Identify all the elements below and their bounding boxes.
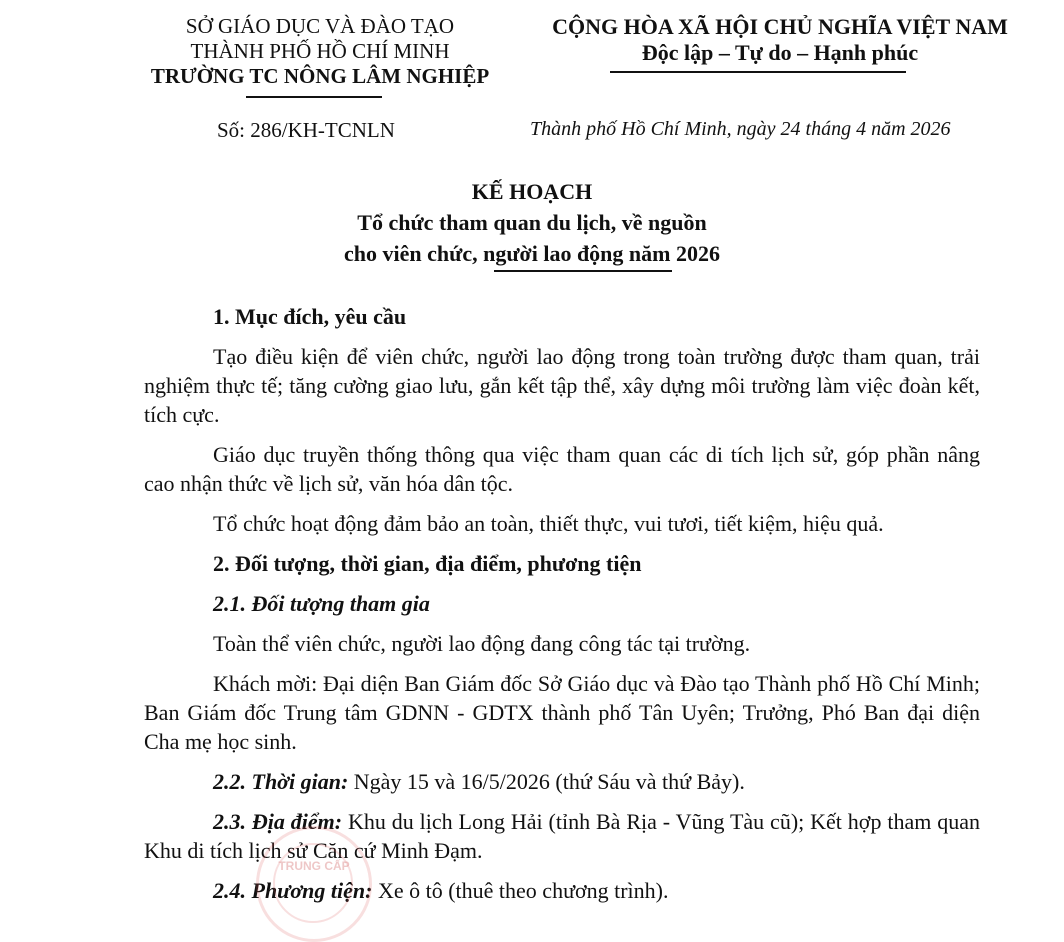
document-title-block [0, 176, 1064, 269]
seal-text: TRUNG CẤP [278, 859, 350, 873]
title-underline [494, 270, 672, 272]
document-type: KẾ HOẠCH [471, 179, 593, 204]
place-and-date: Thành phố Hồ Chí Minh, ngày 24 tháng 4 năm 2026 [530, 118, 951, 140]
agency-line-2: THÀNH PHỐ HỒ CHÍ MINH [190, 39, 450, 63]
title-line-2: cho viên chức, người lao động năm 2026 [344, 241, 720, 266]
section-2-1-paragraph-2: Khách mời: Đại diện Ban Giám đốc Sở Giáo dục và Đào tạo Thành phố Hồ Chí Minh; Ban Giám đốc Trung tâm GDNN - GDTX thành phố Tân Uyên; Trưởng, Phó Ban đại diện Cha mẹ học sinh. [144, 671, 980, 754]
section-2-4-label: 2.4. Phương tiện: [213, 878, 373, 903]
section-1-paragraph-2: Giáo dục truyền thống thông qua việc tham quan các di tích lịch sử, góp phần nâng cao nhận thức về lịch sử, văn hóa dân tộc. [144, 442, 980, 496]
document-body [144, 302, 980, 916]
section-2-1-heading: 2.1. Đối tượng tham gia [213, 591, 430, 616]
section-1-paragraph-3: Tổ chức hoạt động đảm bảo an toàn, thiết thực, vui tươi, tiết kiệm, hiệu quả. [213, 511, 884, 536]
section-1-heading: 1. Mục đích, yêu cầu [213, 304, 407, 329]
seal-inner-ring [273, 843, 353, 923]
section-2-heading: 2. Đối tượng, thời gian, địa điểm, phương tiện [213, 551, 642, 576]
title-line-1: Tổ chức tham quan du lịch, về nguồn [357, 210, 707, 235]
document-number: Số: 286/KH-TCNLN [217, 118, 395, 142]
nation-name: CỘNG HÒA XÃ HỘI CHỦ NGHĨA VIỆT NAM [552, 14, 1008, 39]
section-2-2-label: 2.2. Thời gian: [213, 769, 349, 794]
national-header-block [510, 14, 1050, 66]
issuing-agency-block [130, 14, 510, 89]
motto-underline [610, 71, 906, 73]
section-2-2-text: Ngày 15 và 16/5/2026 (thứ Sáu và thứ Bảy). [348, 769, 745, 794]
school-seal-stamp [256, 826, 372, 942]
school-underline [246, 96, 382, 98]
agency-line-1: SỞ GIÁO DỤC VÀ ĐÀO TẠO [185, 14, 455, 38]
section-1-paragraph-1: Tạo điều kiện để viên chức, người lao động trong toàn trường được tham quan, trải nghiệm thực tế; tăng cường giao lưu, gắn kết tập thể, xây dựng môi trường làm việc đoàn kết, tích cực. [144, 344, 980, 427]
national-motto: Độc lập – Tự do – Hạnh phúc [641, 40, 919, 65]
section-2-1-paragraph-1: Toàn thể viên chức, người lao động đang công tác tại trường. [213, 631, 751, 656]
section-2-2-time [144, 767, 980, 796]
section-2-3-label: 2.3. Địa điểm: [213, 809, 343, 834]
section-2-4-text: Xe ô tô (thuê theo chương trình). [372, 878, 669, 903]
school-name: TRƯỜNG TC NÔNG LÂM NGHIỆP [150, 64, 490, 88]
section-2-3-text: Khu du lịch Long Hải (tỉnh Bà Rịa - Vũng Tàu cũ); Kết hợp tham quan Khu di tích lịch sử Căn cứ Minh Đạm. [144, 809, 980, 863]
